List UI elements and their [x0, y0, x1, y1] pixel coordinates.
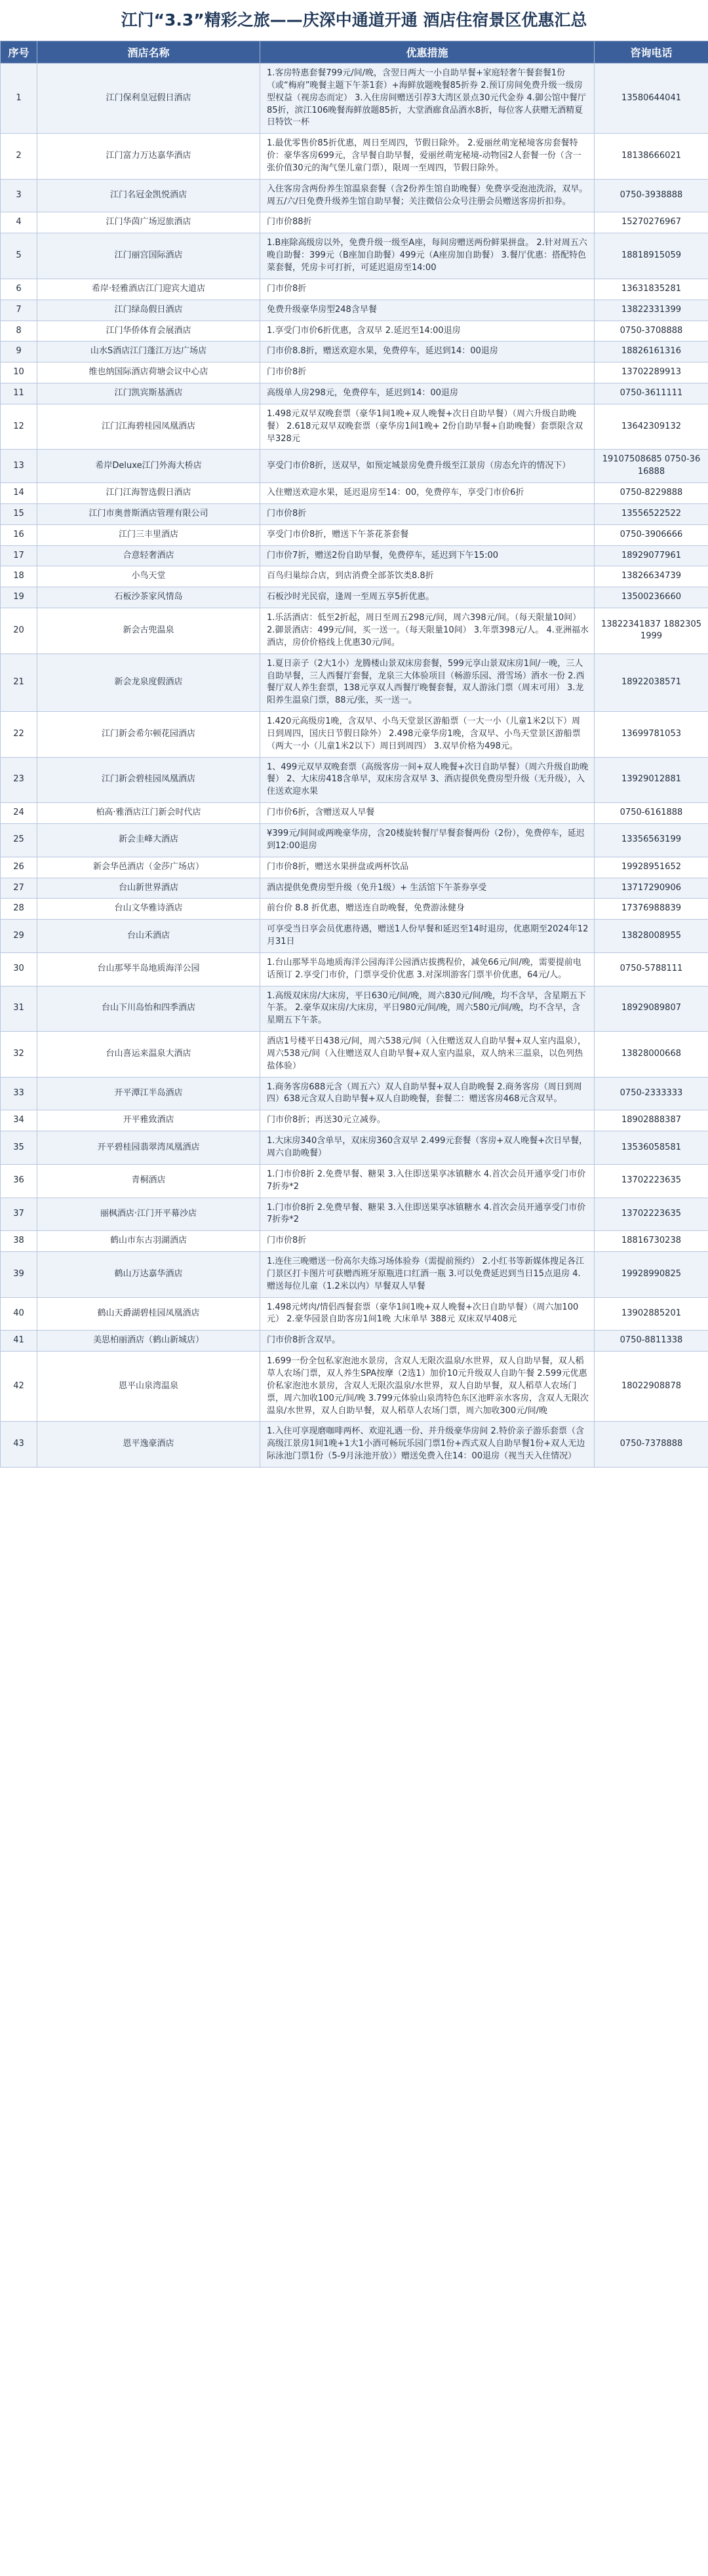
row-number: 12	[1, 404, 37, 450]
table-row	[1, 212, 708, 233]
offer-text: 1.498元双早双晚套票（豪华1间1晚+双人晚餐+次日自助早餐）（周六升级自助晚餐） 2.618元双早双晚套票（豪华房1间1晚+ 2份自助早餐+自助晚餐）套票限含双早328元	[260, 404, 595, 450]
row-number: 27	[1, 878, 37, 899]
row-number: 33	[1, 1077, 37, 1110]
table-row	[1, 362, 708, 383]
row-number: 20	[1, 608, 37, 654]
table-row	[1, 712, 708, 758]
hotel-name: 台山文华雅诗酒店	[37, 899, 260, 920]
hotel-name: 江门凯宾斯基酒店	[37, 383, 260, 404]
hotel-name: 台山新世界酒店	[37, 878, 260, 899]
hotel-name: 江门市奥普斯酒店管理有限公司	[37, 503, 260, 524]
hotel-name: 江门绿岛假日酒店	[37, 300, 260, 321]
table-row	[1, 878, 708, 899]
offer-text: 前台价 8.8 折优惠，赠送连自助晚餐，免费游泳健身	[260, 899, 595, 920]
offer-text: 1.享受门市价6折优惠，含双早 2.延迟至14:00退房	[260, 321, 595, 342]
hotel-name: 鹤山市东古羽湖酒店	[37, 1231, 260, 1252]
table-row	[1, 1110, 708, 1131]
table-row	[1, 566, 708, 587]
hotel-name: 台山那琴半岛地质海洋公园	[37, 952, 260, 986]
offer-text: 1.商务客房688元含（周五六）双人自助早餐+双人自助晚餐 2.商务客房（周日到周四）638元含双人自助早餐+双人自助晚餐，套餐二：赠送客房468元含双早。	[260, 1077, 595, 1110]
offer-text: 享受门市价8折，赠送下午茶花茶套餐	[260, 524, 595, 545]
hotel-name: 鹤山天爵湖碧桂园凤凰酒店	[37, 1297, 260, 1331]
offer-text: 门市价8折	[260, 503, 595, 524]
row-number: 38	[1, 1231, 37, 1252]
phone-number: 0750-3906666	[595, 524, 708, 545]
hotel-name: 丽枫酒店·江门开平幕沙店	[37, 1198, 260, 1231]
hotel-name: 开平碧桂园翡翠湾凤凰酒店	[37, 1131, 260, 1165]
phone-number: 13828000668	[595, 1032, 708, 1078]
hotel-name: 美思柏丽酒店（鹤山新城店）	[37, 1331, 260, 1352]
table-header-row	[1, 41, 708, 64]
offer-text: 门市价88折	[260, 212, 595, 233]
offer-text: 酒店1号楼平日438元/间，周六538元/间（入住赠送双人自助早餐+双人室内温泉），周六538元/间（入住赠送双人自助早餐+双人室内温泉，双人纳米三温泉，以色列热盐体验）	[260, 1032, 595, 1078]
hotel-name: 台山禾酒店	[37, 920, 260, 953]
offer-text: 门市价8.8折，赠送欢迎水果，免费停车，延迟到14：00退房	[260, 342, 595, 362]
table-row	[1, 64, 708, 134]
hotel-name: 合意轻奢酒店	[37, 545, 260, 566]
row-number: 21	[1, 654, 37, 711]
hotel-name: 江门江海碧桂园凤凰酒店	[37, 404, 260, 450]
offer-text: 酒店提供免费房型升级（免升1级）+ 生活馆下午茶券享受	[260, 878, 595, 899]
phone-number: 19107508685 0750-3616888	[595, 450, 708, 483]
hotel-name: 恩平逸豪酒店	[37, 1422, 260, 1468]
phone-number: 13642309132	[595, 404, 708, 450]
table-row	[1, 1032, 708, 1078]
phone-number: 18902888387	[595, 1110, 708, 1131]
hotel-name: 江门三丰里酒店	[37, 524, 260, 545]
row-number: 28	[1, 899, 37, 920]
row-number: 17	[1, 545, 37, 566]
phone-number: 13826634739	[595, 566, 708, 587]
table-row	[1, 1352, 708, 1422]
table-row	[1, 342, 708, 362]
hotel-name: 江门富力万达嘉华酒店	[37, 134, 260, 180]
phone-number: 15270276967	[595, 212, 708, 233]
table-row	[1, 952, 708, 986]
phone-number: 17376988839	[595, 899, 708, 920]
row-number: 30	[1, 952, 37, 986]
phone-number: 0750-7378888	[595, 1422, 708, 1468]
offer-text: 门市价8折	[260, 279, 595, 300]
row-number: 37	[1, 1198, 37, 1231]
offer-text: 门市价7折，赠送2份自助早餐，免费停车，延迟到下午15:00	[260, 545, 595, 566]
table-row	[1, 899, 708, 920]
hotel-name: 鹤山万达嘉华酒店	[37, 1252, 260, 1298]
row-number: 26	[1, 857, 37, 878]
table-row	[1, 587, 708, 608]
phone-number: 0750-8229888	[595, 483, 708, 504]
phone-number: 0750-5788111	[595, 952, 708, 986]
hotel-name: 开平雅致酒店	[37, 1110, 260, 1131]
offer-text: 门市价6折，含赠送双人早餐	[260, 803, 595, 824]
phone-number: 13580644041	[595, 64, 708, 134]
row-number: 9	[1, 342, 37, 362]
hotel-name: 台山喜运来温泉大酒店	[37, 1032, 260, 1078]
phone-number: 0750-8811338	[595, 1331, 708, 1352]
hotel-name: 江门华茵广场逗旅酒店	[37, 212, 260, 233]
phone-number: 13702223635	[595, 1198, 708, 1231]
row-number: 10	[1, 362, 37, 383]
hotel-name: 新会华邑酒店（金莎广场店）	[37, 857, 260, 878]
phone-number: 0750-3938888	[595, 179, 708, 212]
phone-number: 13536058581	[595, 1131, 708, 1165]
row-number: 32	[1, 1032, 37, 1078]
table-row	[1, 1252, 708, 1298]
row-number: 39	[1, 1252, 37, 1298]
row-number: 13	[1, 450, 37, 483]
hotel-name: 台山下川岛怡和四季酒店	[37, 986, 260, 1032]
table-row	[1, 1331, 708, 1352]
hotel-name: 小鸟天堂	[37, 566, 260, 587]
table-row	[1, 823, 708, 857]
offers-table	[0, 41, 708, 1468]
table-row	[1, 654, 708, 711]
offer-text: 1、499元双早双晚套票（高级客房一间+双人晚餐+次日自助早餐）（周六升级自助晚餐） 2、大床房418含单早，双床房含双早 3、酒店提供免费房型升级（无升级），入住送欢迎水果	[260, 757, 595, 803]
header-offer: 优惠措施	[260, 41, 595, 64]
phone-number: 18816730238	[595, 1231, 708, 1252]
table-row	[1, 233, 708, 279]
row-number: 43	[1, 1422, 37, 1468]
phone-number: 13500236660	[595, 587, 708, 608]
phone-number: 18138666021	[595, 134, 708, 180]
hotel-name: 江门新会希尔顿花园酒店	[37, 712, 260, 758]
offer-text: 1.夏日亲子（2大1小）龙腾楼山景双床房套餐，599元享山景双床房1间/一晚，三人自助早餐，三人西餐厅套餐，龙泉三大体验项目（畅游乐园、滑雪场）酒水一份 2.西餐厅双人养生套票，138元享双人西餐厅晚餐套餐，双人游泳门票（周末可用） 3.龙阳养生温泉门票，88元/张，买一送一。	[260, 654, 595, 711]
hotel-name: 江门名冠金凯悦酒店	[37, 179, 260, 212]
offer-text: 1.高级双床房/大床房，平日630元/间/晚，周六830元/间/晚，均不含早，含星期五下午茶。 2.豪华双床房/大床房，平日980元/间/晚，周六580元/间/晚，均不含早，含星期五下午茶。	[260, 986, 595, 1032]
table-row	[1, 986, 708, 1032]
phone-number: 13702289913	[595, 362, 708, 383]
table-row	[1, 803, 708, 824]
hotel-name: 江门保利皇冠假日酒店	[37, 64, 260, 134]
table-row	[1, 483, 708, 504]
row-number: 2	[1, 134, 37, 180]
row-number: 25	[1, 823, 37, 857]
phone-number: 13356563199	[595, 823, 708, 857]
offer-text: 1.门市价8折 2.免费早餐、糖果 3.入住即送果享冰镇糖水 4.首次会员开通享受门市价7折券*2	[260, 1164, 595, 1198]
table-row	[1, 545, 708, 566]
phone-number: 18929089807	[595, 986, 708, 1032]
phone-number: 0750-2333333	[595, 1077, 708, 1110]
hotel-name: 江门丽宫国际酒店	[37, 233, 260, 279]
hotel-name: 青桐酒店	[37, 1164, 260, 1198]
hotel-name: 新会圭峰大酒店	[37, 823, 260, 857]
page-title: 江门“3.3”精彩之旅——庆深中通道开通 酒店住宿景区优惠汇总	[0, 0, 708, 41]
phone-number: 13631835281	[595, 279, 708, 300]
row-number: 19	[1, 587, 37, 608]
offer-text: 高级单人房298元，免费停车，延迟到14：00退房	[260, 383, 595, 404]
table-row	[1, 134, 708, 180]
phone-number: 18929077961	[595, 545, 708, 566]
offer-text: 可享受当日享会员优惠待遇，赠送1人份早餐和延迟至14时退房，优惠期至2024年12月31日	[260, 920, 595, 953]
phone-number: 18922038571	[595, 654, 708, 711]
table-row	[1, 1297, 708, 1331]
phone-number: 19928990825	[595, 1252, 708, 1298]
offer-text: 1.连住三晚赠送一份高尔夫练习场体验券（需提前预约） 2.小红书等新媒体搜足各江门景区打卡图片可获赠西班牙原瓶进口红酒一瓶 3.可以免费延迟到当日15点退房 4.赠送每位儿童（1.2米以内）早餐双人早餐	[260, 1252, 595, 1298]
table-row	[1, 1077, 708, 1110]
row-number: 11	[1, 383, 37, 404]
table-row	[1, 920, 708, 953]
table-row	[1, 450, 708, 483]
offer-text: 入住客房含两份养生馆温泉套餐（含2份养生馆自助晚餐）免费享受泡池洗浴，双早。 周五/六/日免费升级养生馆自助早餐；关注微信公众号注册会员赠送客房折扣券。	[260, 179, 595, 212]
offer-text: 享受门市价8折，送双早，如预定城景房免费升级至江景房（房态允许的情况下）	[260, 450, 595, 483]
phone-number: 13822331399	[595, 300, 708, 321]
phone-number: 13699781053	[595, 712, 708, 758]
phone-number: 13822341837 18823051999	[595, 608, 708, 654]
offer-text: 1.大床房340含单早，双床房360含双早 2.499元套餐（客房+双人晚餐+次日早餐，周六自助晚餐）	[260, 1131, 595, 1165]
hotel-name: 恩平山泉湾温泉	[37, 1352, 260, 1422]
table-row	[1, 857, 708, 878]
offer-text: 门市价8折	[260, 1231, 595, 1252]
offer-text: 免费升级豪华房型248含早餐	[260, 300, 595, 321]
phone-number: 18826161316	[595, 342, 708, 362]
row-number: 6	[1, 279, 37, 300]
offer-text: ¥399元/间间或两晚豪华房，含20楼旋转餐厅早餐套餐两份（2份），免费停车，延迟到12:00退房	[260, 823, 595, 857]
table-row	[1, 404, 708, 450]
phone-number: 19928951652	[595, 857, 708, 878]
hotel-name: 希岸Deluxe江门外海大桥店	[37, 450, 260, 483]
table-row	[1, 1131, 708, 1165]
table-row	[1, 1422, 708, 1468]
offer-text: 入住赠送欢迎水果，延迟退房至14：00，免费停车，享受门市价6折	[260, 483, 595, 504]
table-row	[1, 608, 708, 654]
row-number: 16	[1, 524, 37, 545]
table-row	[1, 383, 708, 404]
row-number: 29	[1, 920, 37, 953]
row-number: 31	[1, 986, 37, 1032]
phone-number: 0750-3708888	[595, 321, 708, 342]
row-number: 42	[1, 1352, 37, 1422]
phone-number: 0750-3611111	[595, 383, 708, 404]
row-number: 5	[1, 233, 37, 279]
table-row	[1, 300, 708, 321]
header-phone: 咨询电话	[595, 41, 708, 64]
table-row	[1, 1198, 708, 1231]
phone-number: 13929012881	[595, 757, 708, 803]
hotel-name: 山水S酒店江门蓬江万达广场店	[37, 342, 260, 362]
table-row	[1, 503, 708, 524]
hotel-name: 希岸·轻雅酒店江门迎宾大道店	[37, 279, 260, 300]
row-number: 4	[1, 212, 37, 233]
row-number: 7	[1, 300, 37, 321]
phone-number: 13828008955	[595, 920, 708, 953]
row-number: 23	[1, 757, 37, 803]
offer-text: 1.乐活酒店：低至2折起，周日至周五298元/间，周六398元/间。（每天限量10间） 2.御景酒店：499元/间，买一送一。（每天限量10间） 3.年票398元/人。 4.亚洲福水酒店，房价价格线上优惠30元/间。	[260, 608, 595, 654]
phone-number: 0750-6161888	[595, 803, 708, 824]
phone-number: 13902885201	[595, 1297, 708, 1331]
row-number: 36	[1, 1164, 37, 1198]
offer-text: 1.最优零售价85折优惠，周日至周四，节假日除外。 2.爱丽丝萌宠秘境客房套餐特价：豪华客房699元，含早餐自助早餐，爱丽丝萌宠秘境-动物园2人套餐一份（含一张价值30元的淘气堡儿童门票），限周一至周四，节假日除外。	[260, 134, 595, 180]
offer-text: 1.入住可享现磨咖啡两杯、欢迎礼遇一份、并升级豪华房间 2.特价亲子游乐套票（含高级江景房1间1晚+1大1小酒可畅玩乐园门票1份+西式双人自助早餐1份+双人无边际泳池门票1份（5-9月泳池开放））赠送免费入住14：00退房（视当天入住情况）	[260, 1422, 595, 1468]
row-number: 22	[1, 712, 37, 758]
row-number: 3	[1, 179, 37, 212]
hotel-name: 新会古兜温泉	[37, 608, 260, 654]
row-number: 15	[1, 503, 37, 524]
row-number: 24	[1, 803, 37, 824]
table-row	[1, 1231, 708, 1252]
phone-number: 13717290906	[595, 878, 708, 899]
offer-text: 门市价8折	[260, 362, 595, 383]
offer-text: 1.客房特惠套餐799元/间/晚，含翌日两大一小自助早餐+家庭轻奢午餐套餐1份（或“梅府”晚餐主题下午茶1套）+海鲜放题晚餐85折券 2.预订房间免费升级一级房型权益（视房态而定） 3.入住房间赠送引荐3大湾区景点30元代金券 4.御公馆中餐厅85折，滨江106晚餐海鲜放题85折，大堂酒廊食品酒水8折，每位客人获赠无酒精夏日特饮一杯	[260, 64, 595, 134]
table-row	[1, 279, 708, 300]
row-number: 14	[1, 483, 37, 504]
offer-text: 门市价8折，赠送水果拼盘或两杯饮品	[260, 857, 595, 878]
table-row	[1, 321, 708, 342]
offer-text: 门市价8折；再送30元立减券。	[260, 1110, 595, 1131]
hotel-name: 开平潭江半岛酒店	[37, 1077, 260, 1110]
table-row	[1, 524, 708, 545]
header-hotel-name: 酒店名称	[37, 41, 260, 64]
phone-number: 18022908878	[595, 1352, 708, 1422]
row-number: 1	[1, 64, 37, 134]
table-row	[1, 1164, 708, 1198]
row-number: 8	[1, 321, 37, 342]
hotel-name: 江门华侨体育会展酒店	[37, 321, 260, 342]
row-number: 40	[1, 1297, 37, 1331]
offer-text: 1.门市价8折 2.免费早餐、糖果 3.入住即送果享冰镇糖水 4.首次会员开通享受门市价7折券*2	[260, 1198, 595, 1231]
phone-number: 13702223635	[595, 1164, 708, 1198]
phone-number: 13556522522	[595, 503, 708, 524]
hotel-name: 柏高·雅酒店江门新会时代店	[37, 803, 260, 824]
row-number: 34	[1, 1110, 37, 1131]
table-row	[1, 757, 708, 803]
row-number: 18	[1, 566, 37, 587]
offer-text: 1.台山那琴半岛地质海洋公园海洋公园酒店拔携程价，减免66元/间/晚，需要提前电话预订 2.享受门市价，门票享受价优惠 3.对深圳游客门票半价优惠，64元/人。	[260, 952, 595, 986]
offer-text: 1.B座除高级房以外，免费升级一级至A座，每间房赠送两份鲜果拼盘。 2.针对周五六晚自助餐：399元（B座加自助餐）499元（A座房加自助餐） 3.餐厅优惠：搭配特色菜套餐，凭房卡可打折，可延迟退房至14:00	[260, 233, 595, 279]
phone-number: 18818915059	[595, 233, 708, 279]
table-row	[1, 179, 708, 212]
offer-text: 百鸟归巢综合店，到店消费全部茶饮类8.8折	[260, 566, 595, 587]
offer-text: 1.699一份全包私家泡池水景房，含双人无限次温泉/水世界，双人自助早餐，双人稻草人农场门票，双人养生SPA按摩（2选1）加价10元升级双人自助午餐 2.599元优惠价私家泡池水景房，含双人无限次温泉/水世界，双人自助早餐，双人稻草人农场门票，周六加收100元/间/晚 3.799元体验山泉湾特色东区池畔亲水客房，含双人无限次温泉/水世界，双人自助早餐，双人稻草人农场门票，周六加收300元/间/晚	[260, 1352, 595, 1422]
hotel-name: 江门新会碧桂园凤凰酒店	[37, 757, 260, 803]
row-number: 41	[1, 1331, 37, 1352]
hotel-name: 维也纳国际酒店荷塘会议中心店	[37, 362, 260, 383]
offer-text: 1.420元高级房1晚，含双早、小鸟天堂景区游船票（一大一小（儿童1米2以下）周日到周四，国庆日节假日除外） 2.498元豪华房1晚，含双早、小鸟天堂景区游船票（两大一小（儿童1米2以下）周日到周四） 3.双早价格为498元。	[260, 712, 595, 758]
header-no: 序号	[1, 41, 37, 64]
hotel-name: 江门江海智选假日酒店	[37, 483, 260, 504]
hotel-name: 石板沙茶家风情岛	[37, 587, 260, 608]
offer-text: 石板沙时光民宿，逢周一至周五享5折优惠。	[260, 587, 595, 608]
offer-text: 门市价8折含双早。	[260, 1331, 595, 1352]
offer-text: 1.498元烤肉/情侣西餐套票（豪华1间1晚+双人晚餐+次日自助早餐）（周六加100元） 2.豪华园景自助客房1间1晚 大床单早 388元 双床双早408元	[260, 1297, 595, 1331]
hotel-name: 新会龙泉度假酒店	[37, 654, 260, 711]
row-number: 35	[1, 1131, 37, 1165]
